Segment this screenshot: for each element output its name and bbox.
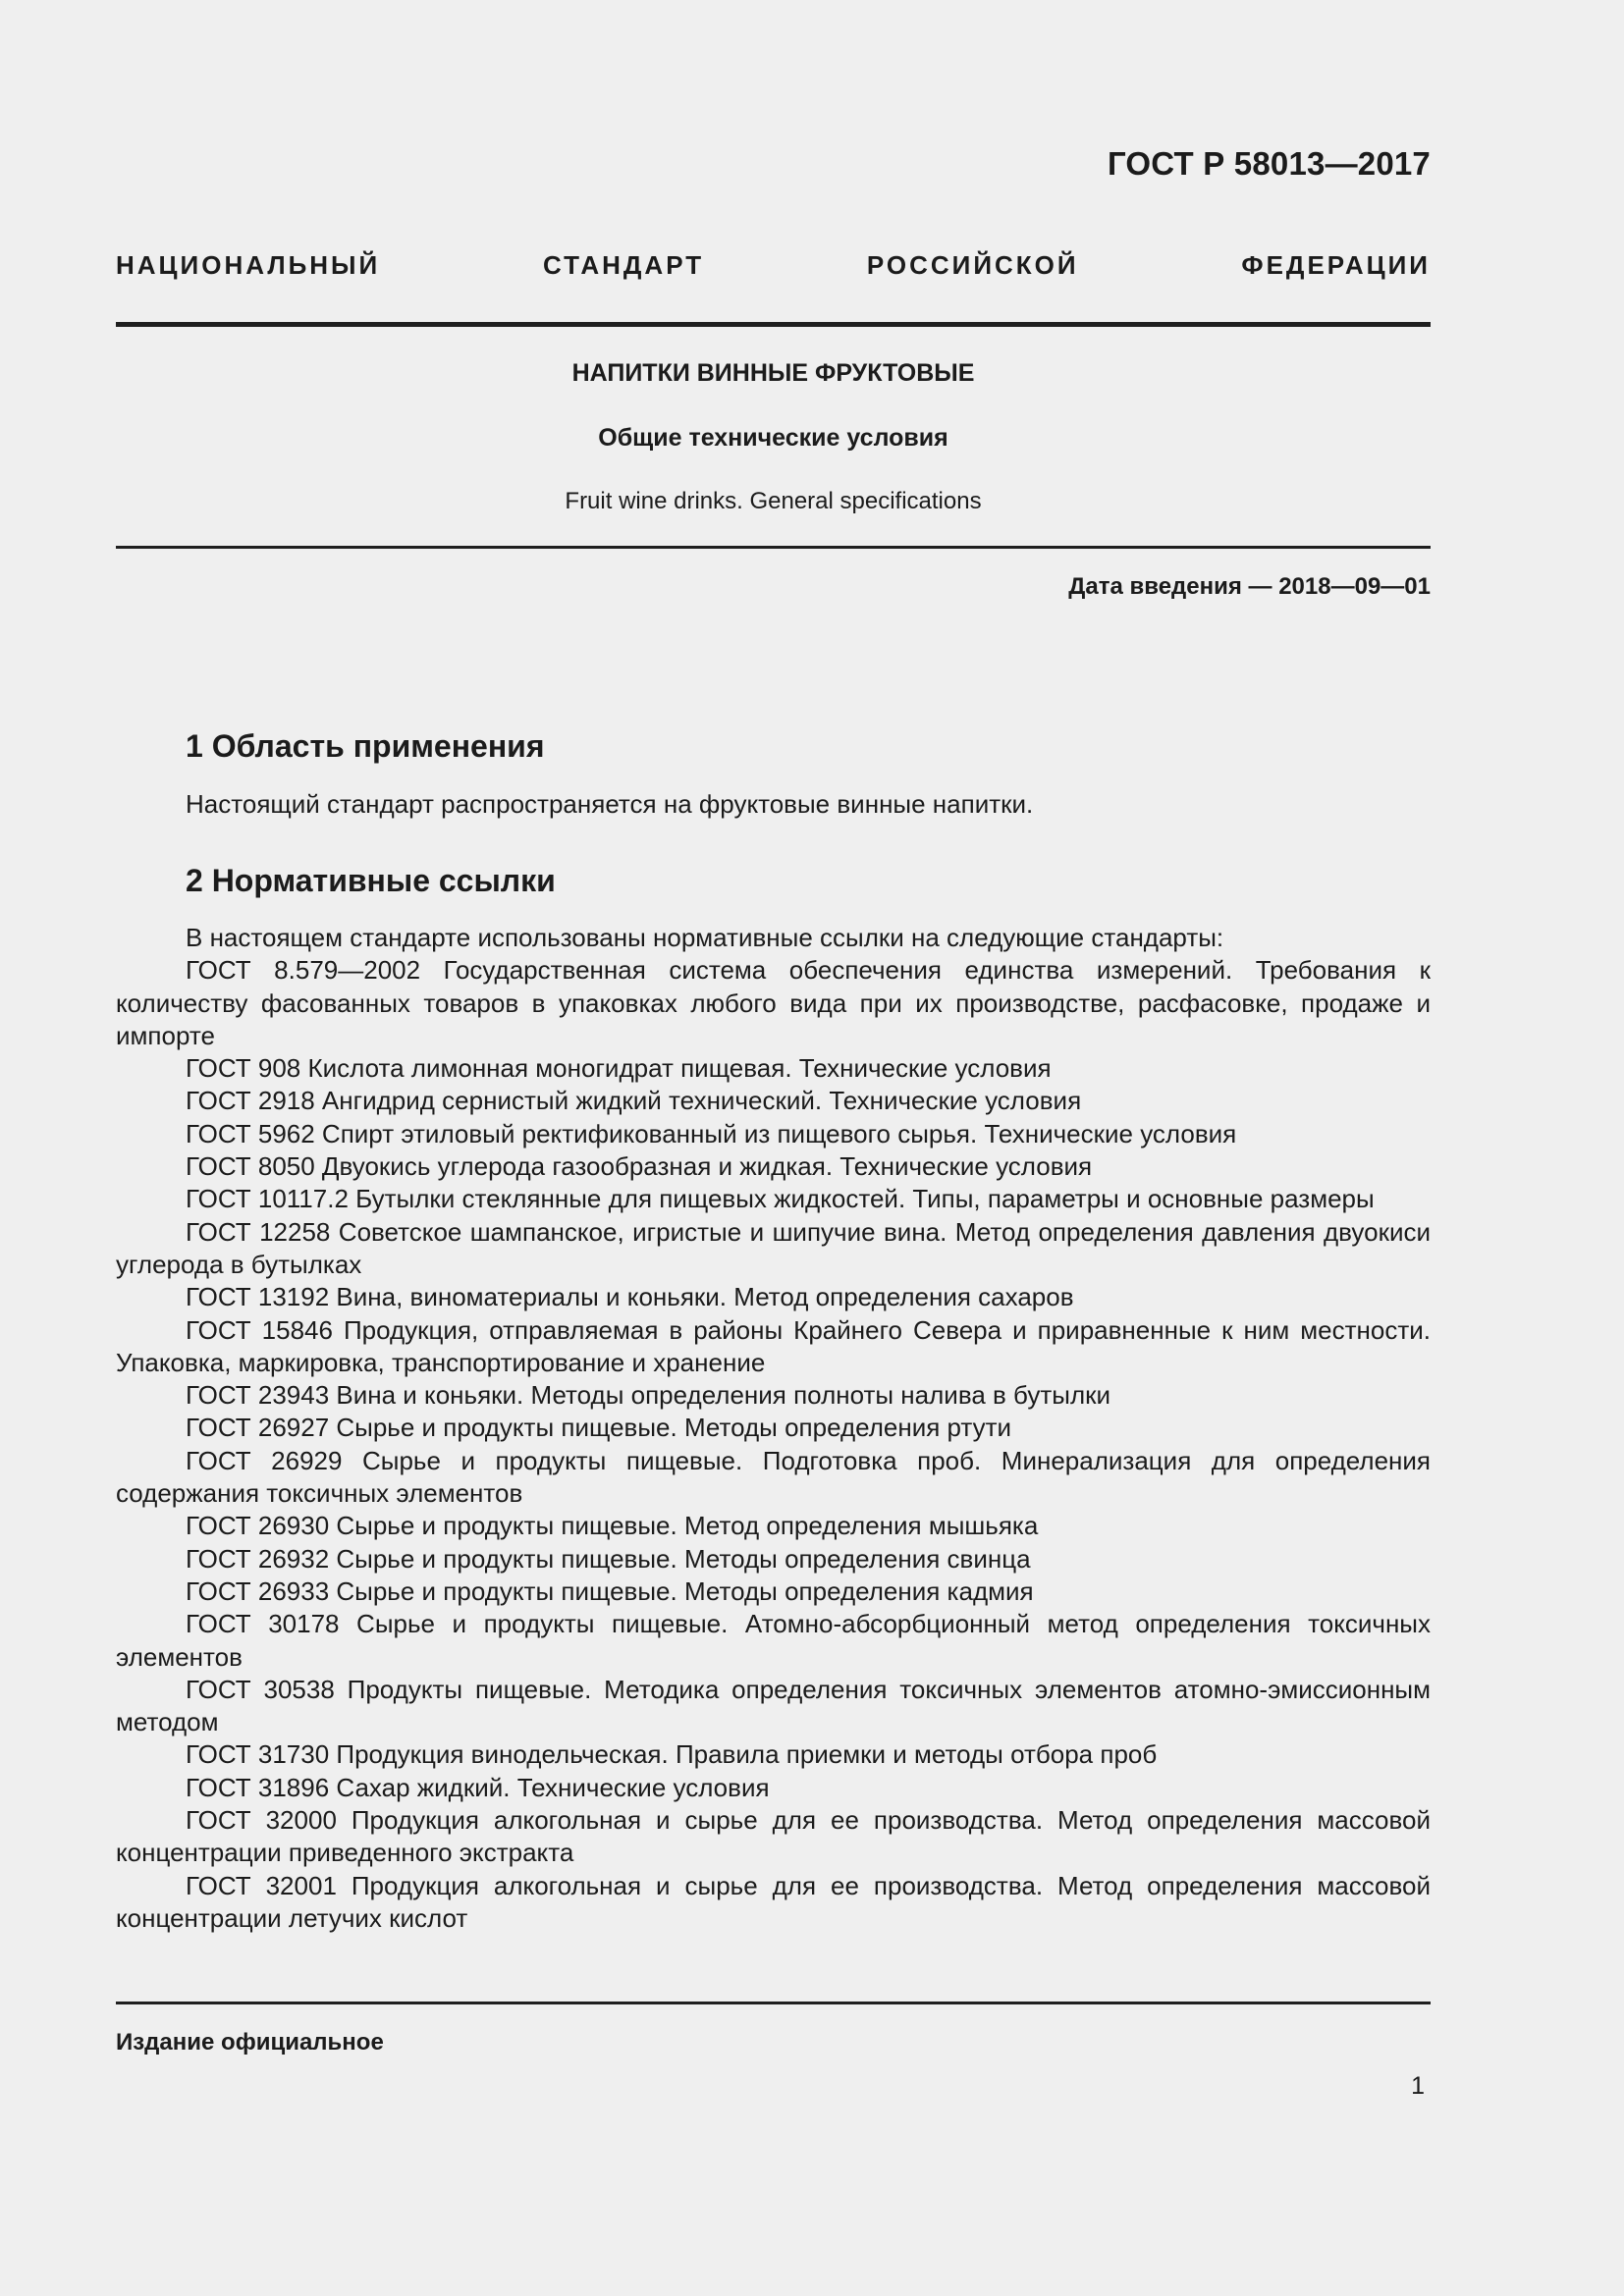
reference-item: ГОСТ 31730 Продукция винодельческая. Правила приемки и методы отбора проб <box>186 1739 1158 1770</box>
page-number: 1 <box>1411 2072 1425 2100</box>
section-1-heading: 1 Область применения <box>186 728 545 764</box>
document-title: НАПИТКИ ВИННЫЕ ФРУКТОВЫЕ <box>571 359 975 387</box>
reference-item: ГОСТ 5962 Спирт этиловый ректификованный из пищевого сырья. Технические условия <box>186 1118 1237 1148</box>
document-code: ГОСТ Р 58013—2017 <box>1107 145 1431 182</box>
title-divider <box>116 546 1431 549</box>
reference-item: ГОСТ 26929 Сырье и продукты пищевые. Подготовка проб. Минерализация для определения содержания токсичных элементов <box>116 1445 1431 1509</box>
document-subtitle: Общие технические условия <box>598 424 948 452</box>
reference-item: ГОСТ 26933 Сырье и продукты пищевые. Методы определения кадмия <box>186 1575 1034 1606</box>
reference-item: ГОСТ 12258 Советское шампанское, игристые и шипучие вина. Метод определения давления двуокиси углерода в бутылках <box>116 1216 1431 1279</box>
reference-item: ГОСТ 10117.2 Бутылки стеклянные для пищевых жидкостей. Типы, параметры и основные размеры <box>186 1184 1375 1214</box>
reference-item: ГОСТ 32001 Продукция алкогольная и сырье для ее производства. Метод определения массовой концентрации летучих кислот <box>116 1870 1431 1933</box>
reference-item: ГОСТ 2918 Ангидрид сернистый жидкий технический. Технические условия <box>186 1086 1082 1116</box>
section-2-heading: 2 Нормативные ссылки <box>186 863 556 898</box>
reference-item: ГОСТ 26932 Сырье и продукты пищевые. Методы определения свинца <box>186 1543 1031 1574</box>
english-title: Fruit wine drinks. General specifications <box>565 488 982 514</box>
introduction-date: Дата введения — 2018—09—01 <box>1068 573 1431 600</box>
reference-item: ГОСТ 13192 Вина, виноматериалы и коньяки. Метод определения сахаров <box>186 1282 1074 1312</box>
normative-references <box>116 922 1431 1935</box>
references-intro: В настоящем стандарте использованы нормативные ссылки на следующие стандарты: <box>186 923 1224 952</box>
reference-item: ГОСТ 8.579—2002 Государственная система обеспечения единства измерений. Требования к количеству фасованных товаров в упаковках любого вида при их производстве, расфасовке, продаже и импорте <box>116 955 1431 1050</box>
reference-item: ГОСТ 32000 Продукция алкогольная и сырье для ее производства. Метод определения массовой концентрации приведенного экстракта <box>116 1805 1431 1868</box>
top-divider <box>116 322 1431 327</box>
reference-item: ГОСТ 26930 Сырье и продукты пищевые. Метод определения мышьяка <box>186 1511 1039 1541</box>
reference-item: ГОСТ 908 Кислота лимонная моногидрат пищевая. Технические условия <box>186 1053 1052 1084</box>
reference-item: ГОСТ 30178 Сырье и продукты пищевые. Атомно-абсорбционный метод определения токсичных элементов <box>116 1609 1431 1672</box>
reference-item: ГОСТ 8050 Двуокись углерода газообразная и жидкая. Технические условия <box>186 1151 1093 1182</box>
national-standard-heading: НАЦИОНАЛЬНЫЙ СТАНДАРТ РОССИЙСКОЙ ФЕДЕРАЦИИ <box>116 250 1431 280</box>
edition-note: Издание официальное <box>116 2029 384 2056</box>
reference-item: ГОСТ 15846 Продукция, отправляемая в районы Крайнего Севера и приравненные к ним местности. Упаковка, маркировка, транспортирование и хранение <box>116 1314 1431 1377</box>
reference-item: ГОСТ 31896 Сахар жидкий. Технические условия <box>186 1772 770 1802</box>
reference-item: ГОСТ 23943 Вина и коньяки. Методы определения полноты налива в бутылки <box>186 1380 1111 1411</box>
reference-item: ГОСТ 26927 Сырье и продукты пищевые. Методы определения ртути <box>186 1413 1012 1443</box>
section-1-text: Настоящий стандарт распространяется на фруктовые винные напитки. <box>186 789 1034 819</box>
footer-divider <box>116 2002 1431 2004</box>
reference-item: ГОСТ 30538 Продукты пищевые. Методика определения токсичных элементов атомно-эмиссионным методом <box>116 1674 1431 1737</box>
